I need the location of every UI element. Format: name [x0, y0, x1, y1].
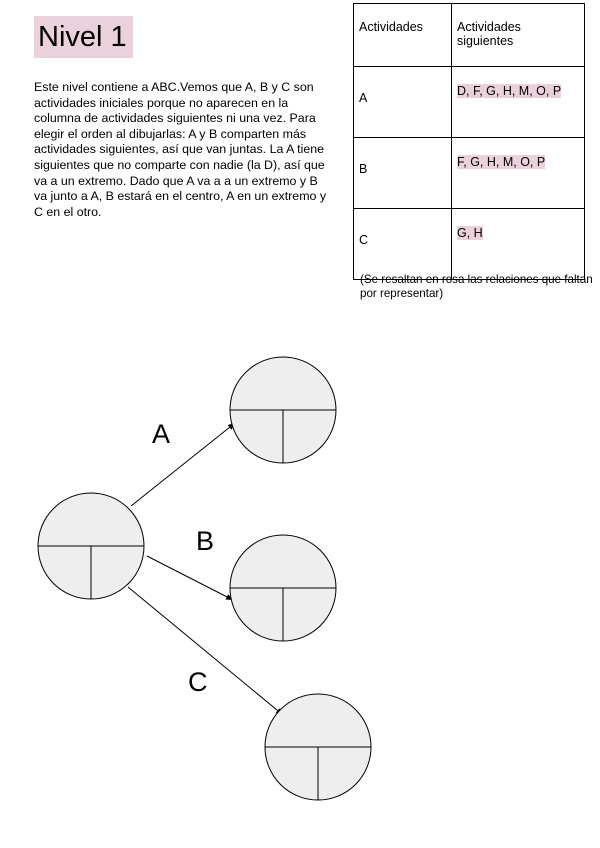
arrow-label-b: B: [196, 526, 215, 556]
page-title: Nivel 1: [34, 16, 133, 58]
activity-cell: B: [354, 138, 452, 209]
node-b-end: [230, 535, 336, 641]
highlighted-relations: D, F, G, H, M, O, P: [457, 84, 562, 98]
arrow-b: [147, 556, 233, 600]
highlight-note: (Se resaltan en rosa las relaciones que faltan por representar): [360, 273, 593, 300]
highlighted-relations: F, G, H, M, O, P: [457, 155, 546, 169]
node-start: [38, 493, 144, 599]
header-next-activities: Actividades siguientes: [452, 4, 585, 67]
arrow-label-c: C: [188, 667, 208, 697]
arrow-label-a: A: [152, 419, 171, 449]
activity-cell: A: [354, 67, 452, 138]
node-c-end: [265, 694, 371, 800]
activity-cell: C: [354, 209, 452, 280]
header-activities: Actividades: [354, 4, 452, 67]
node-a-end: [230, 357, 336, 463]
description-paragraph: Este nivel contiene a ABC.Vemos que A, B y C son actividades iniciales porque no aparecen en la columna de actividades siguientes ni una vez. Para elegir el orden al dibujarlas: A y B comparten más actividades siguientes, así que van juntas. La A tiene siguientes que no comparte con nadie (la D), así que va a un extremo. Dado que A va a a un extremo y B va junto a A, B estará en el centro, A en un extremo y C en el otro.: [34, 80, 327, 219]
arrow-a: [131, 423, 235, 506]
highlighted-relations: G, H: [457, 226, 483, 240]
